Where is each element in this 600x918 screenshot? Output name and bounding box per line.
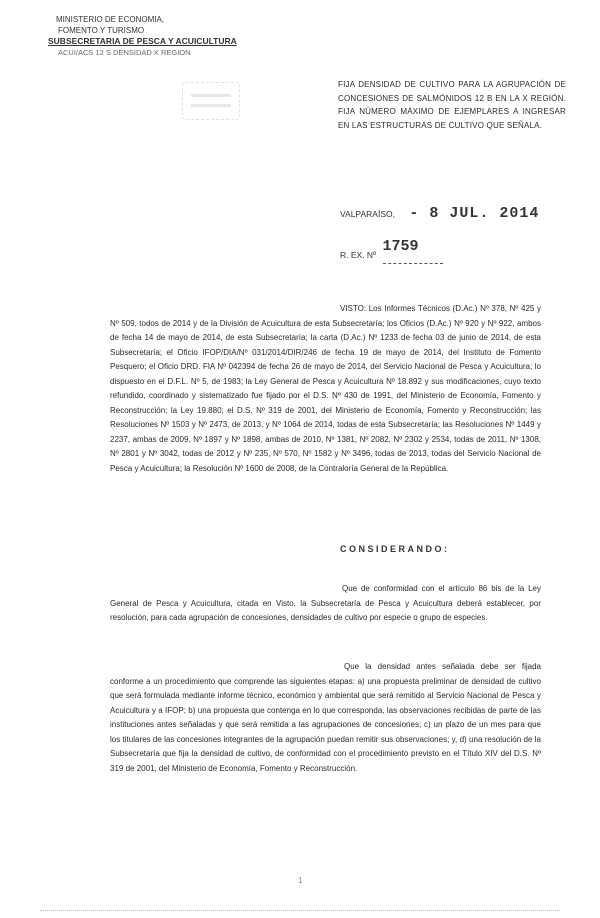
considerando-paragraph-2: Que la densidad antes señalada debe ser fijada conforme a un procedimiento que comprende las siguientes etapas: a) una propuesta preliminar de densidad de cultivo que será formulada mediante informe técnico, económico y ambiental que será remitido al Servicio Nacional de Pesca y Acuicultura y a IFOP; b) una propuesta que contenga en lo que corresponda, las observaciones recibidas de parte de las instituciones antes señaladas y que será remitida a las agrupaciones de concesiones; c) un plazo de un mes para que los titulares de las concesiones integrantes de la agrupación puedan remitir sus observaciones; y, d) una resolución de la Subsecretaría que fija la densidad de cultivo, de conformidad con el procedimiento previsto en el Título XIV del D.S. Nº 319 de 2001, del Ministerio de Economía, Fomento y Reconstrucción. bbox=[110, 662, 541, 773]
letterhead-reference: ACUI/ACS 12 S DENSIDAD X REGION bbox=[58, 48, 191, 57]
document-subject: FIJA DENSIDAD DE CULTIVO PARA LA AGRUPACIÓN DE CONCESIONES DE SALMÓNIDOS 12 B EN LA X REGIÓN. FIJA NÚMERO MÁXIMO DE EJEMPLARES A INGRESAR EN LAS ESTRUCTURAS DE CULTIVO QUE SEÑALA. bbox=[338, 80, 566, 130]
faded-stamp bbox=[182, 82, 240, 120]
date-city: VALPARAÍSO, bbox=[340, 209, 395, 219]
considerando-heading: CONSIDERANDO: bbox=[340, 544, 450, 554]
footer-divider bbox=[40, 910, 560, 911]
letterhead-ministry: MINISTERIO DE ECONOMIA, bbox=[56, 15, 165, 24]
letterhead-ministry-sub: FOMENTO Y TURISMO bbox=[58, 26, 145, 35]
letterhead bbox=[48, 14, 248, 58]
resolution-label: R. EX. Nº bbox=[340, 250, 377, 260]
visto-paragraph: VISTO: Los Informes Técnicos (D.Ac.) Nº 378, Nº 425 y Nº 509, todos de 2014 y de la División de Acuicultura de esta Subsecretaría; los Oficios (D.Ac.) Nº 920 y Nº 922, ambos de fecha 14 de mayo de 2014, de esta Subsecretaría; la carta (D.Ac.) Nº 1233 de fecha 03 de junio de 2014, de esta Subsecretaría; el Oficio IFOP/DIA/Nº 031/2014/DIR/246 de fecha 19 de mayo de 2014, del Instituto de Fomento Pesquero; el Oficio DRD. FIA Nº 042394 de fecha 26 de mayo de 2014, del Servicio Nacional de Pesca y Acuicultura; lo dispuesto en el D.F.L. Nº 5, de 1983; la Ley General de Pesca y Acuicultura Nº 18.892 y sus modificaciones, cuyo texto refundido, coordinado y sistematizado fue fijado por el D.S. Nº 430 de 1991, del Ministerio de Economía, Fomento y Reconstrucción; la Ley 19.880; el D.S. Nº 319 de 2001, del Ministerio de Economía, Fomento y Reconstrucción; las Resoluciones Nº 1503 y Nº 2473, de 2013, y Nº 1064 de 2014, todas de esta Subsecretaría; las Resoluciones Nº 1449 y 2237, ambas de 2009, Nº 1897 y Nº 1898, ambas de 2010, Nº 1381, Nº 2082, Nº 2302 y 2534, todas de 2011, Nº 1308, Nº 2801 y Nº 3042, todas de 2012 y Nº 235, Nº 570, Nº 1582 y Nº 3496, todas de 2013, todas del Servicio Nacional de Pesca y Acuicultura; la Resolución Nº 1600 de 2008, de la Contraloría General de la República. bbox=[110, 304, 541, 473]
date-value: - 8 JUL. 2014 bbox=[409, 205, 540, 222]
considerando-paragraph-1: Que de conformidad con el artículo 86 bis de la Ley General de Pesca y Acuicultura, citada en Visto, la Subsecretaría de Pesca y Acuicultura deberá establecer, por resolución, para cada agrupación de concesiones, densidades de cultivo por especie o grupo de especies. bbox=[110, 584, 541, 622]
letterhead-subsecretaria: SUBSECRETARIA DE PESCA Y ACUICULTURA bbox=[48, 36, 237, 46]
resolution-number: 1759 bbox=[382, 238, 419, 255]
resolution-number-line bbox=[340, 238, 443, 264]
date-line bbox=[340, 205, 539, 222]
resolution-number-field bbox=[382, 238, 443, 264]
footer-page-mark: 1 bbox=[298, 876, 304, 885]
